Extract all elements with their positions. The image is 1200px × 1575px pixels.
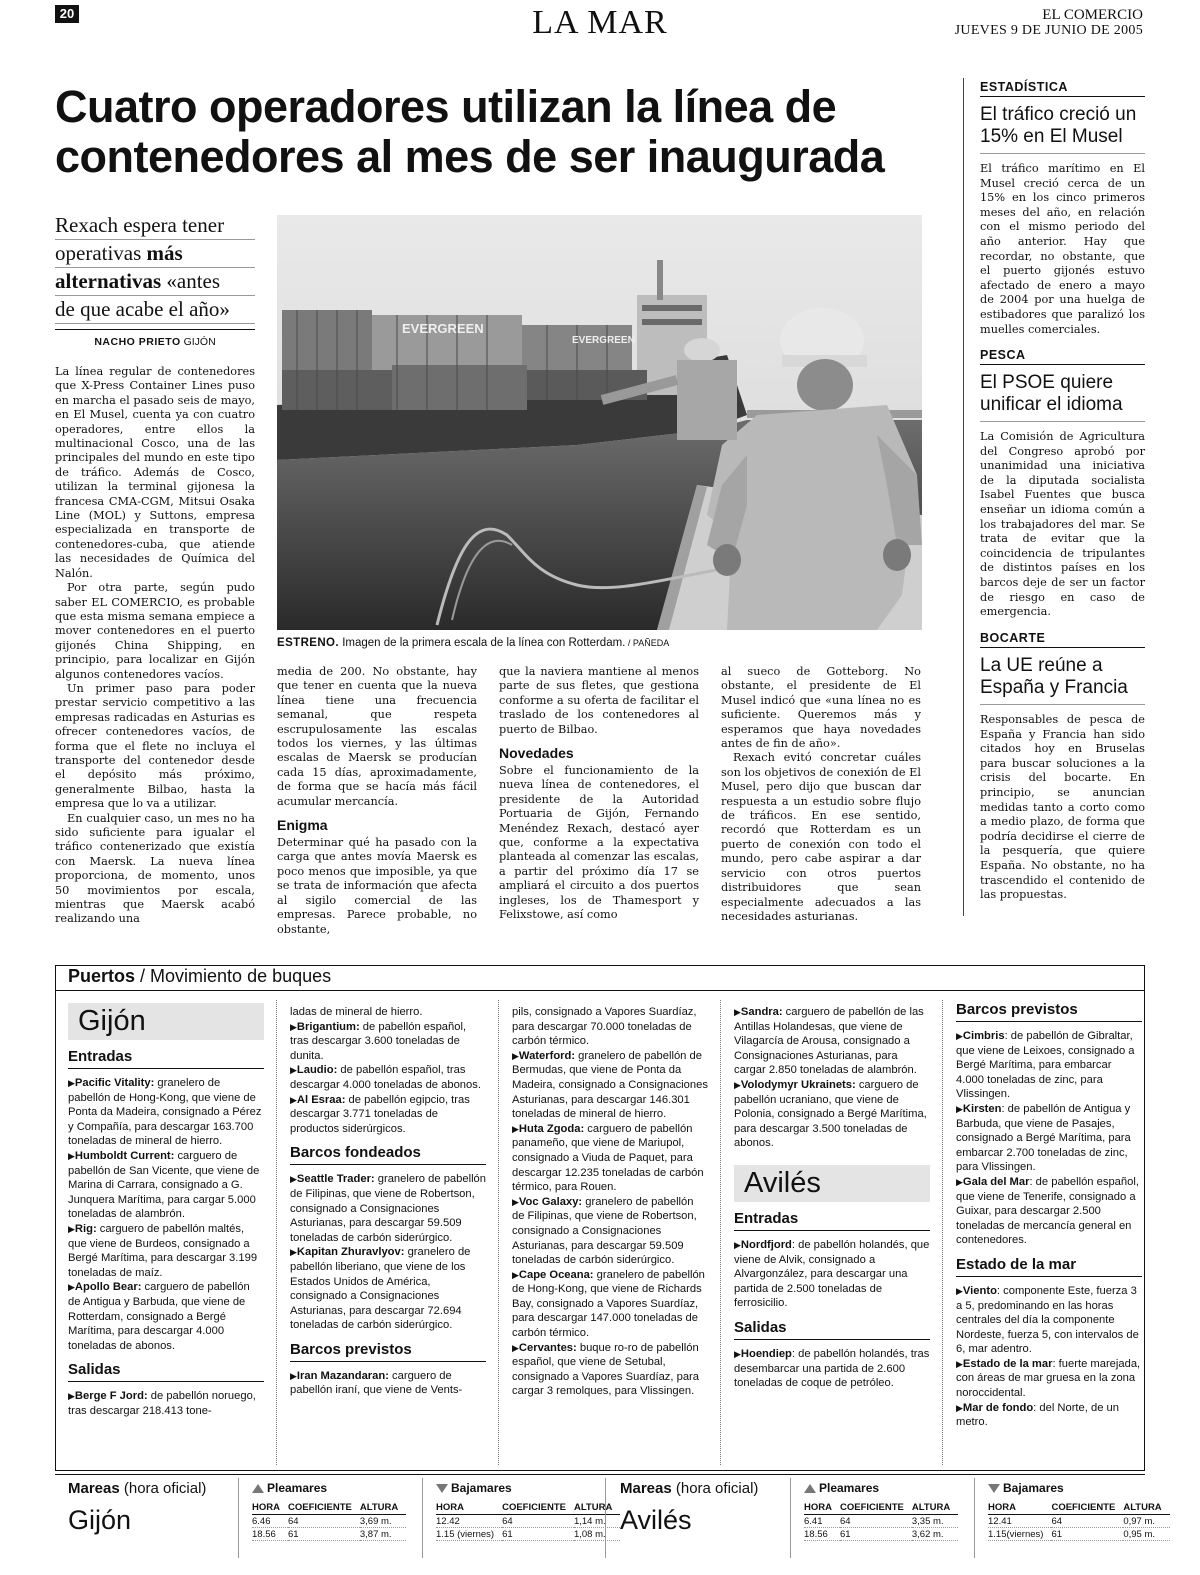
tide-header-row <box>804 1502 958 1515</box>
paragraph: Determinar qué ha pasado con la carga que antes movía Maersk es poco menos que imposible, ya que se trata de información que afecta al sigilo comercial de las empresas. Parece probable, no obstante, <box>277 836 477 936</box>
ship-details: carguero de pabellón maltés, que viene de Burdeos, consignado a Bergé Marítima, para descargar 3.199 toneladas de maíz. <box>68 1222 258 1279</box>
tide-row <box>436 1515 620 1528</box>
tide-header-row <box>988 1502 1170 1515</box>
ship-entry <box>956 1357 1142 1401</box>
ship-name: Kapitan Zhuravlyov: <box>296 1246 405 1259</box>
triangle-right-icon: ▶ <box>734 1239 741 1250</box>
ship-entry <box>512 1341 708 1399</box>
ship-entry <box>290 1020 486 1064</box>
ship-name: Mar de fondo <box>962 1401 1034 1414</box>
deck-line: alternativas «antes <box>55 268 255 296</box>
tide-cell: 0,97 m. <box>1123 1515 1169 1528</box>
ship-name: Humboldt Current: <box>74 1149 175 1162</box>
ship-details: : componente Este, fuerza 3 a 5, predominando en las horas centrales del día la componente Nordeste, fuerza 5, con intervalos de 6, mar adentro. <box>956 1284 1139 1356</box>
puertos-heading: Puertos / Movimiento de buques <box>68 966 332 986</box>
section-subhead: Salidas <box>68 1361 264 1382</box>
ship-details: : del Norte, de un metro. <box>956 1401 1119 1429</box>
ship-entry <box>734 1005 930 1078</box>
paragraph: La línea regular de contenedores que X-Press Container Lines puso en marcha el pasado seis de mayo, en El Musel, cuenta ya con cuatro operadores, entre ellos la multinacional Cosco, una de las principales del mundo en este tipo de tráfico. Además de Cosco, utilizan la terminal gijonesa la francesa CMA-CGM, Mitsui Osaka Line (MOL) y Suttons, empresa especializada en transporte de contenedores-cuba, que atiende las necesidades de Química del Nalón. <box>55 365 255 580</box>
deck-line: operativas más <box>55 240 255 268</box>
tide-cell: 3,35 m. <box>912 1515 958 1528</box>
ship-name: Brigantium: <box>296 1020 360 1033</box>
ship-entry <box>68 1222 264 1280</box>
paragraph: Rexach evitó concretar cuáles son los objetivos de conexión de El Musel, pero dijo que buscan dar respuesta a un estudio sobre flujo de tráficos. En ese sentido, recordó que Rotterdam es un puerto de conexión con todo el mundo, pero cabe aspirar a dar servicio con otros puertos distribuidores que sean especialmente adecuados a las necesidades asturianas. <box>721 751 921 923</box>
triangle-right-icon: ▶ <box>512 1123 519 1134</box>
paragraph: Un primer paso para poder prestar servicio competitivo a las empresas radicadas en Asturias es ofrecer contenedores vacíos, de forma que el flete no incluya el transporte del contenedor desde el depósito más próximo, generalmente Bilbao, hasta la empresa que lo va a utilizar. <box>55 681 255 811</box>
article-column-4 <box>721 665 921 924</box>
tide-cell: 3,87 m. <box>360 1528 406 1541</box>
tide-row <box>988 1515 1170 1528</box>
tide-header-row <box>252 1502 406 1515</box>
ship-details: : de pabellón de Gibraltar, que viene de Leixoes, consignado a Bergé Marítima, para embarcar 4.000 toneladas de zinc, para Vlissingen. <box>956 1030 1135 1101</box>
tide-row <box>252 1515 406 1528</box>
triangle-right-icon: ▶ <box>68 1391 75 1402</box>
ship-details: : fuerte marejada, con áreas de mar gruesa en la zona noroccidental. <box>956 1357 1141 1400</box>
ship-details: granelero de pabellón de Hong-Kong, que viene de Ponta da Madeira, consignado a Pérez y Compañía, para descargar 163.700 toneladas de mineral de hierro. <box>68 1077 262 1148</box>
ship-entry <box>290 1245 486 1333</box>
pleamares-heading: Pleamares <box>804 1481 879 1495</box>
ship-entry <box>734 1238 930 1311</box>
container-text: EVERGREEN <box>572 335 635 346</box>
tide-column-header: COEFICIENTE <box>288 1502 360 1515</box>
ship-name: Gala del Mar <box>962 1175 1030 1188</box>
ship-name: Cimbris <box>962 1030 1005 1042</box>
triangle-right-icon: ▶ <box>290 1174 297 1185</box>
sidebar-brief-bocarte <box>980 631 1145 903</box>
brief-body: Responsables de pesca de España y Francia han sido citados hoy en Bruselas para buscar soluciones a la crisis del bocarte. En principio, se anuncian medidas tanto a corto como a medio plazo, de forma que podría decidirse el cierre de la pesquería, que quiere España. No obstante, no ha trascendido el contenido de las propuestas. <box>980 713 1145 902</box>
ship-details: granelero de pabellón de Hong-Kong, que viene de Richards Bay, consignado a Vapores Suardíaz, para descargar 147.000 toneladas de carbón térmico. <box>512 1268 705 1340</box>
ship-name: Pacific Vitality: <box>74 1077 155 1089</box>
ship-entry <box>290 1172 486 1245</box>
brief-body: La Comisión de Agricultura del Congreso aprobó por unanimidad una iniciativa de la diputada socialista Isabel Fuentes que busca enseñar un idioma común a los trabajadores del mar. Se trata de evitar que la coincidencia de tripulantes de distintos países en los barcos deje de ser un factor de riesgo en caso de emergencia. <box>980 430 1145 619</box>
ship-list <box>290 1369 486 1398</box>
brief-title: El tráfico creció un 15% en El Musel <box>980 104 1145 154</box>
tide-cell: 64 <box>840 1515 912 1528</box>
ship-name: Volodymyr Ukrainets: <box>740 1078 856 1091</box>
ship-details: granelero de pabellón liberiano, que viene de los Estados Unidos de América, consignado a Consignaciones Asturianas, para descargar 72.694 toneladas de carbón siderúrgico. <box>290 1246 471 1332</box>
triangle-right-icon: ▶ <box>290 1065 297 1076</box>
byline-rule <box>55 329 255 330</box>
sidebar-brief-pesca <box>980 348 1145 620</box>
tide-cell: 1,14 m. <box>574 1515 620 1528</box>
ship-name: Rig: <box>74 1222 97 1235</box>
triangle-right-icon: ▶ <box>956 1031 963 1041</box>
triangle-right-icon: ▶ <box>956 1285 963 1296</box>
tide-column-header: COEFICIENTE <box>1051 1502 1123 1515</box>
brief-label: BOCARTE <box>980 631 1145 648</box>
triangle-right-icon: ▶ <box>956 1402 963 1413</box>
headline: Cuatro operadores utilizan la línea de contenedores al mes de ser inaugurada <box>55 81 885 182</box>
paragraph: En cualquier caso, un mes no ha sido suficiente para igualar el tráfico contenerizado que existía con Maersk. La nueva línea proporciona, de momento, unos 50 movimientos por escala, mientras que Maersk acabó realizando una <box>55 811 255 926</box>
ship-details: : de pabellón holandés, tras desembarcar una partida de 2.600 toneladas de coque de petróleo. <box>734 1347 930 1390</box>
tide-cell: 18.56 <box>804 1528 840 1541</box>
tide-cell: 61 <box>1051 1528 1123 1541</box>
ship-entry <box>68 1280 264 1353</box>
ship-entry <box>956 1401 1142 1430</box>
sidebar-brief-estadistica <box>980 80 1145 337</box>
ship-details: carguero de pabellón iraní, que viene de Vents- <box>290 1369 463 1397</box>
tide-cell: 64 <box>288 1515 360 1528</box>
triangle-right-icon: ▶ <box>68 1078 75 1088</box>
puertos-column-3 <box>512 1005 708 1399</box>
triangle-right-icon: ▶ <box>68 1282 75 1293</box>
tide-table-gijon-bajamares <box>436 1502 620 1541</box>
brief-label: ESTADÍSTICA <box>980 80 1145 97</box>
ship-entry <box>956 1284 1142 1357</box>
mareas-separator <box>605 1478 606 1558</box>
ship-entry <box>512 1268 708 1341</box>
deck-line: de que acabe el año» <box>55 296 255 324</box>
tide-row <box>804 1528 958 1541</box>
puertos-column-4 <box>734 1005 930 1391</box>
brief-title: La UE reúne a España y Francia <box>980 655 1145 705</box>
ship-details: carguero de pabellón panameño, que viene de Mariupol, consignado a Viuda de Paquet, para descargar 12.235 toneladas de carbón térmico, para Rouen. <box>512 1122 704 1194</box>
mareas-separator <box>422 1478 423 1558</box>
article-column-2 <box>277 665 477 937</box>
ship-name: Viento <box>962 1284 997 1297</box>
deck-line: Rexach espera tener <box>55 212 255 240</box>
tide-column-header: HORA <box>252 1502 288 1515</box>
ship-details: granelero de pabellón de Bermudas, que viene de Ponta da Madeira, consignado a Consignaciones Asturianas, para descargar 146.301 toneladas de mineral de hierro. <box>512 1049 708 1121</box>
mareas-separator <box>238 1478 239 1558</box>
bajamares-heading: Bajamares <box>436 1481 512 1495</box>
ship-details: carguero de pabellón de San Vicente, que viene de Marina di Carrara, consignado a G. Junquera Marítima, para cargar 5.000 toneladas de alambrón. <box>68 1149 260 1221</box>
ship-name: Hoendiep <box>740 1347 792 1360</box>
ship-list <box>512 1049 708 1399</box>
ship-name: Sandra: <box>740 1006 783 1018</box>
ship-entry <box>956 1102 1142 1175</box>
ship-entry-continuation: ladas de mineral de hierro. <box>290 1006 423 1018</box>
column-separator <box>276 1000 277 1465</box>
city-title-aviles: Avilés <box>734 1165 930 1202</box>
ship-name: Kirsten <box>962 1102 1002 1115</box>
tide-row <box>804 1515 958 1528</box>
tide-cell: 64 <box>502 1515 574 1528</box>
triangle-right-icon: ▶ <box>512 1269 519 1280</box>
ship-name: Waterford: <box>518 1049 576 1062</box>
triangle-right-icon: ▶ <box>290 1370 297 1381</box>
ship-list <box>956 1029 1142 1248</box>
section-subhead: Barcos previstos <box>290 1341 486 1362</box>
section-subhead: Estado de la mar <box>956 1256 1142 1277</box>
ship-list <box>290 1020 486 1137</box>
ship-name: Iran Mazandaran: <box>296 1369 389 1382</box>
ship-details: carguero de pabellón de las Antillas Holandesas, que viene de Vilagarcía de Arousa, consignado a Consignaciones Asturianas, para cargar 2.850 toneladas de alambrón. <box>734 1006 924 1077</box>
tide-column-header: COEFICIENTE <box>502 1502 574 1515</box>
tide-cell: 0,95 m. <box>1123 1528 1169 1541</box>
ship-details: de pabellón español, tras descargar 4.000 toneladas de abonos. <box>290 1064 481 1091</box>
ship-details: buque ro-ro de pabellón español, que viene de Setubal, consignado a Vapores Suardíaz, para cargar 3 remolques, para Vlissingen. <box>512 1341 699 1398</box>
ship-name: Cape Oceana: <box>518 1268 594 1281</box>
paragraph: al sueco de Gotteborg. No obstante, el presidente de El Musel indicó que «una línea no es suficiente. Queremos más y esperamos que haya novedades antes de fin de año». <box>721 665 921 751</box>
ship-name: Huta Zgoda: <box>518 1122 585 1135</box>
tide-cell: 3,69 m. <box>360 1515 406 1528</box>
ship-name: Apollo Bear: <box>74 1281 142 1294</box>
page-number: 20 <box>55 5 79 23</box>
ship-entry <box>734 1078 930 1151</box>
article-column-3 <box>499 665 699 923</box>
brief-body: El tráfico marítimo en El Musel creció cerca de un 15% en los cinco primeros meses del año, en relación con el mismo periodo del año anterior. Hay que recordar, no obstante, que el puerto gijonés estuvo afectado de enero a mayo de 2004 por una huelga de estibadores que paralizó los muelles comerciales. <box>980 162 1145 336</box>
column-separator <box>942 1000 943 1465</box>
photo-caption: ESTRENO. Imagen de la primera escala de la línea con Rotterdam. / PAÑEDA <box>277 637 670 649</box>
triangle-right-icon: ▶ <box>68 1223 75 1234</box>
ship-entry <box>512 1049 708 1122</box>
triangle-right-icon: ▶ <box>734 1007 741 1017</box>
ship-entry <box>68 1149 264 1222</box>
tide-cell: 12.41 <box>988 1515 1051 1528</box>
ship-details: : de pabellón holandés, que viene de Alvik, consignado a Alvargonzález, para descargar una partida de 2.500 toneladas de ferrosicilio. <box>734 1238 930 1310</box>
mareas-city-gijon: Gijón <box>68 1505 132 1535</box>
ship-details: : de pabellón de Antigua y Barbuda, que viene de Pasajes, consignado a Bergé Marítima, para embarcar 2.700 toneladas de zinc, para Vlissingen. <box>956 1102 1131 1174</box>
section-subhead: Barcos fondeados <box>290 1144 486 1165</box>
triangle-right-icon: ▶ <box>290 1021 297 1032</box>
tide-cell: 18.56 <box>252 1528 288 1541</box>
column-separator <box>498 1000 499 1465</box>
subhead: Novedades <box>499 745 574 762</box>
tide-cell: 6.46 <box>252 1515 288 1528</box>
triangle-right-icon: ▶ <box>956 1358 963 1369</box>
ship-entry <box>734 1347 930 1391</box>
ship-details: : de pabellón español, que viene de Tenerife, consignado a Guixar, para descargar 2.500 toneladas de mercancía general en contenedores. <box>956 1175 1139 1247</box>
ship-list <box>734 1005 930 1151</box>
section-subhead: Salidas <box>734 1319 930 1340</box>
ship-list <box>734 1238 930 1311</box>
ship-list <box>956 1284 1142 1430</box>
tide-table-gijon-pleamares <box>252 1502 406 1541</box>
ship-entry <box>956 1029 1142 1102</box>
triangle-right-icon: ▶ <box>290 1247 297 1258</box>
triangle-up-icon <box>252 1484 264 1493</box>
paragraph: Por otra parte, según pudo saber EL COMERCIO, es probable que esta misma semana empiece a mover contenedores en el puerto gijonés China Shipping, en principio, para localizar en Gijón algunos contenedores vacíos. <box>55 581 255 681</box>
newspaper-name: EL COMERCIO <box>1042 7 1143 23</box>
mareas-label-gijon: Mareas (hora oficial) <box>68 1480 207 1497</box>
ship-name: Cervantes: <box>518 1341 577 1354</box>
bajamares-heading: Bajamares <box>988 1481 1064 1495</box>
triangle-right-icon: ▶ <box>734 1079 741 1090</box>
section-subhead: Entradas <box>734 1210 930 1231</box>
ship-list <box>290 1172 486 1333</box>
city-title-gijon: Gijón <box>68 1003 264 1040</box>
ship-entry <box>512 1195 708 1268</box>
ship-list <box>68 1076 264 1353</box>
tide-cell: 1,08 m. <box>574 1528 620 1541</box>
triangle-right-icon: ▶ <box>512 1196 519 1207</box>
ship-name: Seattle Trader: <box>296 1173 375 1186</box>
ship-entry <box>68 1076 264 1149</box>
tide-row <box>436 1528 620 1541</box>
tide-column-header: ALTURA <box>574 1502 620 1515</box>
section-subhead: Barcos previstos <box>956 1001 1142 1022</box>
tide-row <box>252 1528 406 1541</box>
tide-cell: 1.15 (viernes) <box>436 1528 502 1541</box>
mareas-city-aviles: Avilés <box>620 1505 692 1535</box>
ship-name: Berge F Jord: <box>74 1390 148 1403</box>
article-photo <box>277 215 922 630</box>
tide-table-aviles-bajamares <box>988 1502 1170 1541</box>
tide-column-header: HORA <box>804 1502 840 1515</box>
container-text: EVERGREEN <box>402 321 484 336</box>
tide-cell: 61 <box>502 1528 574 1541</box>
tide-header-row <box>436 1502 620 1515</box>
ship-entry <box>290 1063 486 1092</box>
tide-column-header: COEFICIENTE <box>840 1502 912 1515</box>
section-title: LA MAR <box>532 4 668 41</box>
triangle-right-icon: ▶ <box>512 1050 519 1061</box>
triangle-right-icon: ▶ <box>734 1348 741 1359</box>
ship-details: de pabellón español, tras descargar 3.600 toneladas de dunita. <box>290 1020 467 1062</box>
ship-details: de pabellón egipcio, tras descargar 3.771 toneladas de productos siderúrgicos. <box>290 1093 470 1135</box>
ship-name: Estado de la mar <box>962 1357 1053 1370</box>
byline: NACHO PRIETO GIJÓN <box>94 336 216 348</box>
triangle-down-icon <box>436 1484 448 1493</box>
ship-name: Laudio: <box>296 1064 338 1077</box>
tide-column-header: ALTURA <box>360 1502 406 1515</box>
subhead: Enigma <box>277 817 328 834</box>
tide-cell: 61 <box>840 1528 912 1541</box>
ship-list <box>68 1389 264 1418</box>
ship-entry <box>290 1093 486 1137</box>
tide-table-aviles-pleamares <box>804 1502 958 1541</box>
ship-entry <box>512 1122 708 1195</box>
paragraph: media de 200. No obstante, hay que tener en cuenta que la nueva línea tiene una frecuencia semanal, que respeta escrupulosamente las escalas todos los viernes, y las últimas escalas de Maersk se producían cada 15 días, aproximadamente, de forma que se hacía más fácil acumular mercancía. <box>277 665 477 808</box>
tide-cell: 61 <box>288 1528 360 1541</box>
triangle-right-icon: ▶ <box>68 1150 75 1161</box>
triangle-right-icon: ▶ <box>956 1103 963 1114</box>
triangle-up-icon <box>804 1484 816 1493</box>
tide-cell: 12.42 <box>436 1515 502 1528</box>
mareas-label-aviles: Mareas (hora oficial) <box>620 1480 759 1497</box>
mareas-separator <box>790 1478 791 1558</box>
ship-details: granelero de pabellón de Filipinas, que viene de Robertson, consignado a Consignaciones Asturianas, para descargar 59.509 toneladas de carbón siderúrgico. <box>290 1173 486 1244</box>
ship-details: granelero de pabellón de Filipinas, que viene de Robertson, consignado a Consignaciones Asturianas, para descargar 59.509 toneladas de carbón siderúrgico. <box>512 1195 697 1267</box>
tide-row <box>988 1528 1170 1541</box>
triangle-right-icon: ▶ <box>956 1176 963 1187</box>
puertos-column-1 <box>68 1000 264 1418</box>
ship-details: carguero de pabellón ucraniano, que viene de Polonia, consignado a Bergé Marítima, para descargar 3.500 toneladas de abonos. <box>734 1078 927 1150</box>
brief-title: El PSOE quiere unificar el idioma <box>980 372 1145 422</box>
tide-cell: 64 <box>1051 1515 1123 1528</box>
mareas-separator <box>974 1478 975 1558</box>
triangle-right-icon: ▶ <box>290 1094 297 1105</box>
article-column-1 <box>55 365 255 927</box>
puertos-rule <box>55 990 1145 991</box>
sidebar-rule <box>963 78 964 916</box>
ship-name: Al Esraa: <box>296 1093 346 1106</box>
ship-entry-continuation: pils, consignado a Vapores Suardíaz, para descargar 70.000 toneladas de carbón térmico. <box>512 1006 697 1048</box>
tide-column-header: ALTURA <box>912 1502 958 1515</box>
tide-cell: 1.15(viernes) <box>988 1528 1051 1541</box>
tide-cell: 6.41 <box>804 1515 840 1528</box>
ship-details: de pabellón noruego, tras descargar 218.413 tone- <box>68 1390 256 1417</box>
section-subhead: Entradas <box>68 1048 264 1069</box>
ship-list <box>734 1347 930 1391</box>
deck <box>55 212 255 324</box>
paragraph: Sobre el funcionamiento de la nueva línea de contenedores, el presidente de la Autoridad Portuaria de Gijón, Fernando Menéndez Rexach, destacó ayer que, conforme a la expectativa planteada al comenzar las escalas, a partir del próximo día 17 se ampliará el circuito a dos puertos ingleses, los de Thamesport y Felixstowe, así como <box>499 764 699 922</box>
ship-entry <box>68 1389 264 1418</box>
puertos-column-2 <box>290 1005 486 1398</box>
brief-label: PESCA <box>980 348 1145 365</box>
ship-entry <box>956 1175 1142 1248</box>
tide-column-header: ALTURA <box>1123 1502 1169 1515</box>
ship-details: carguero de pabellón de Antigua y Barbuda, que viene de Rotterdam, consignado a Bergé Marítima, para descargar 4.000 toneladas de abonos. <box>68 1281 250 1352</box>
triangle-right-icon: ▶ <box>512 1342 519 1353</box>
paragraph: que la naviera mantiene al menos parte de sus fletes, que gestiona conforme a su oferta de facilitar el traslado de los contenedores al puerto de Bilbao. <box>499 665 699 736</box>
publication-date: JUEVES 9 DE JUNIO DE 2005 <box>954 23 1143 38</box>
column-separator <box>720 1000 721 1465</box>
tide-cell: 3,62 m. <box>912 1528 958 1541</box>
ship-entry <box>290 1369 486 1398</box>
pleamares-heading: Pleamares <box>252 1481 327 1495</box>
ship-name: Nordfjord <box>740 1238 792 1251</box>
tide-column-header: HORA <box>988 1502 1051 1515</box>
ship-name: Voc Galaxy: <box>518 1195 583 1208</box>
triangle-down-icon <box>988 1484 1000 1493</box>
puertos-column-5 <box>956 993 1142 1430</box>
tide-column-header: HORA <box>436 1502 502 1515</box>
